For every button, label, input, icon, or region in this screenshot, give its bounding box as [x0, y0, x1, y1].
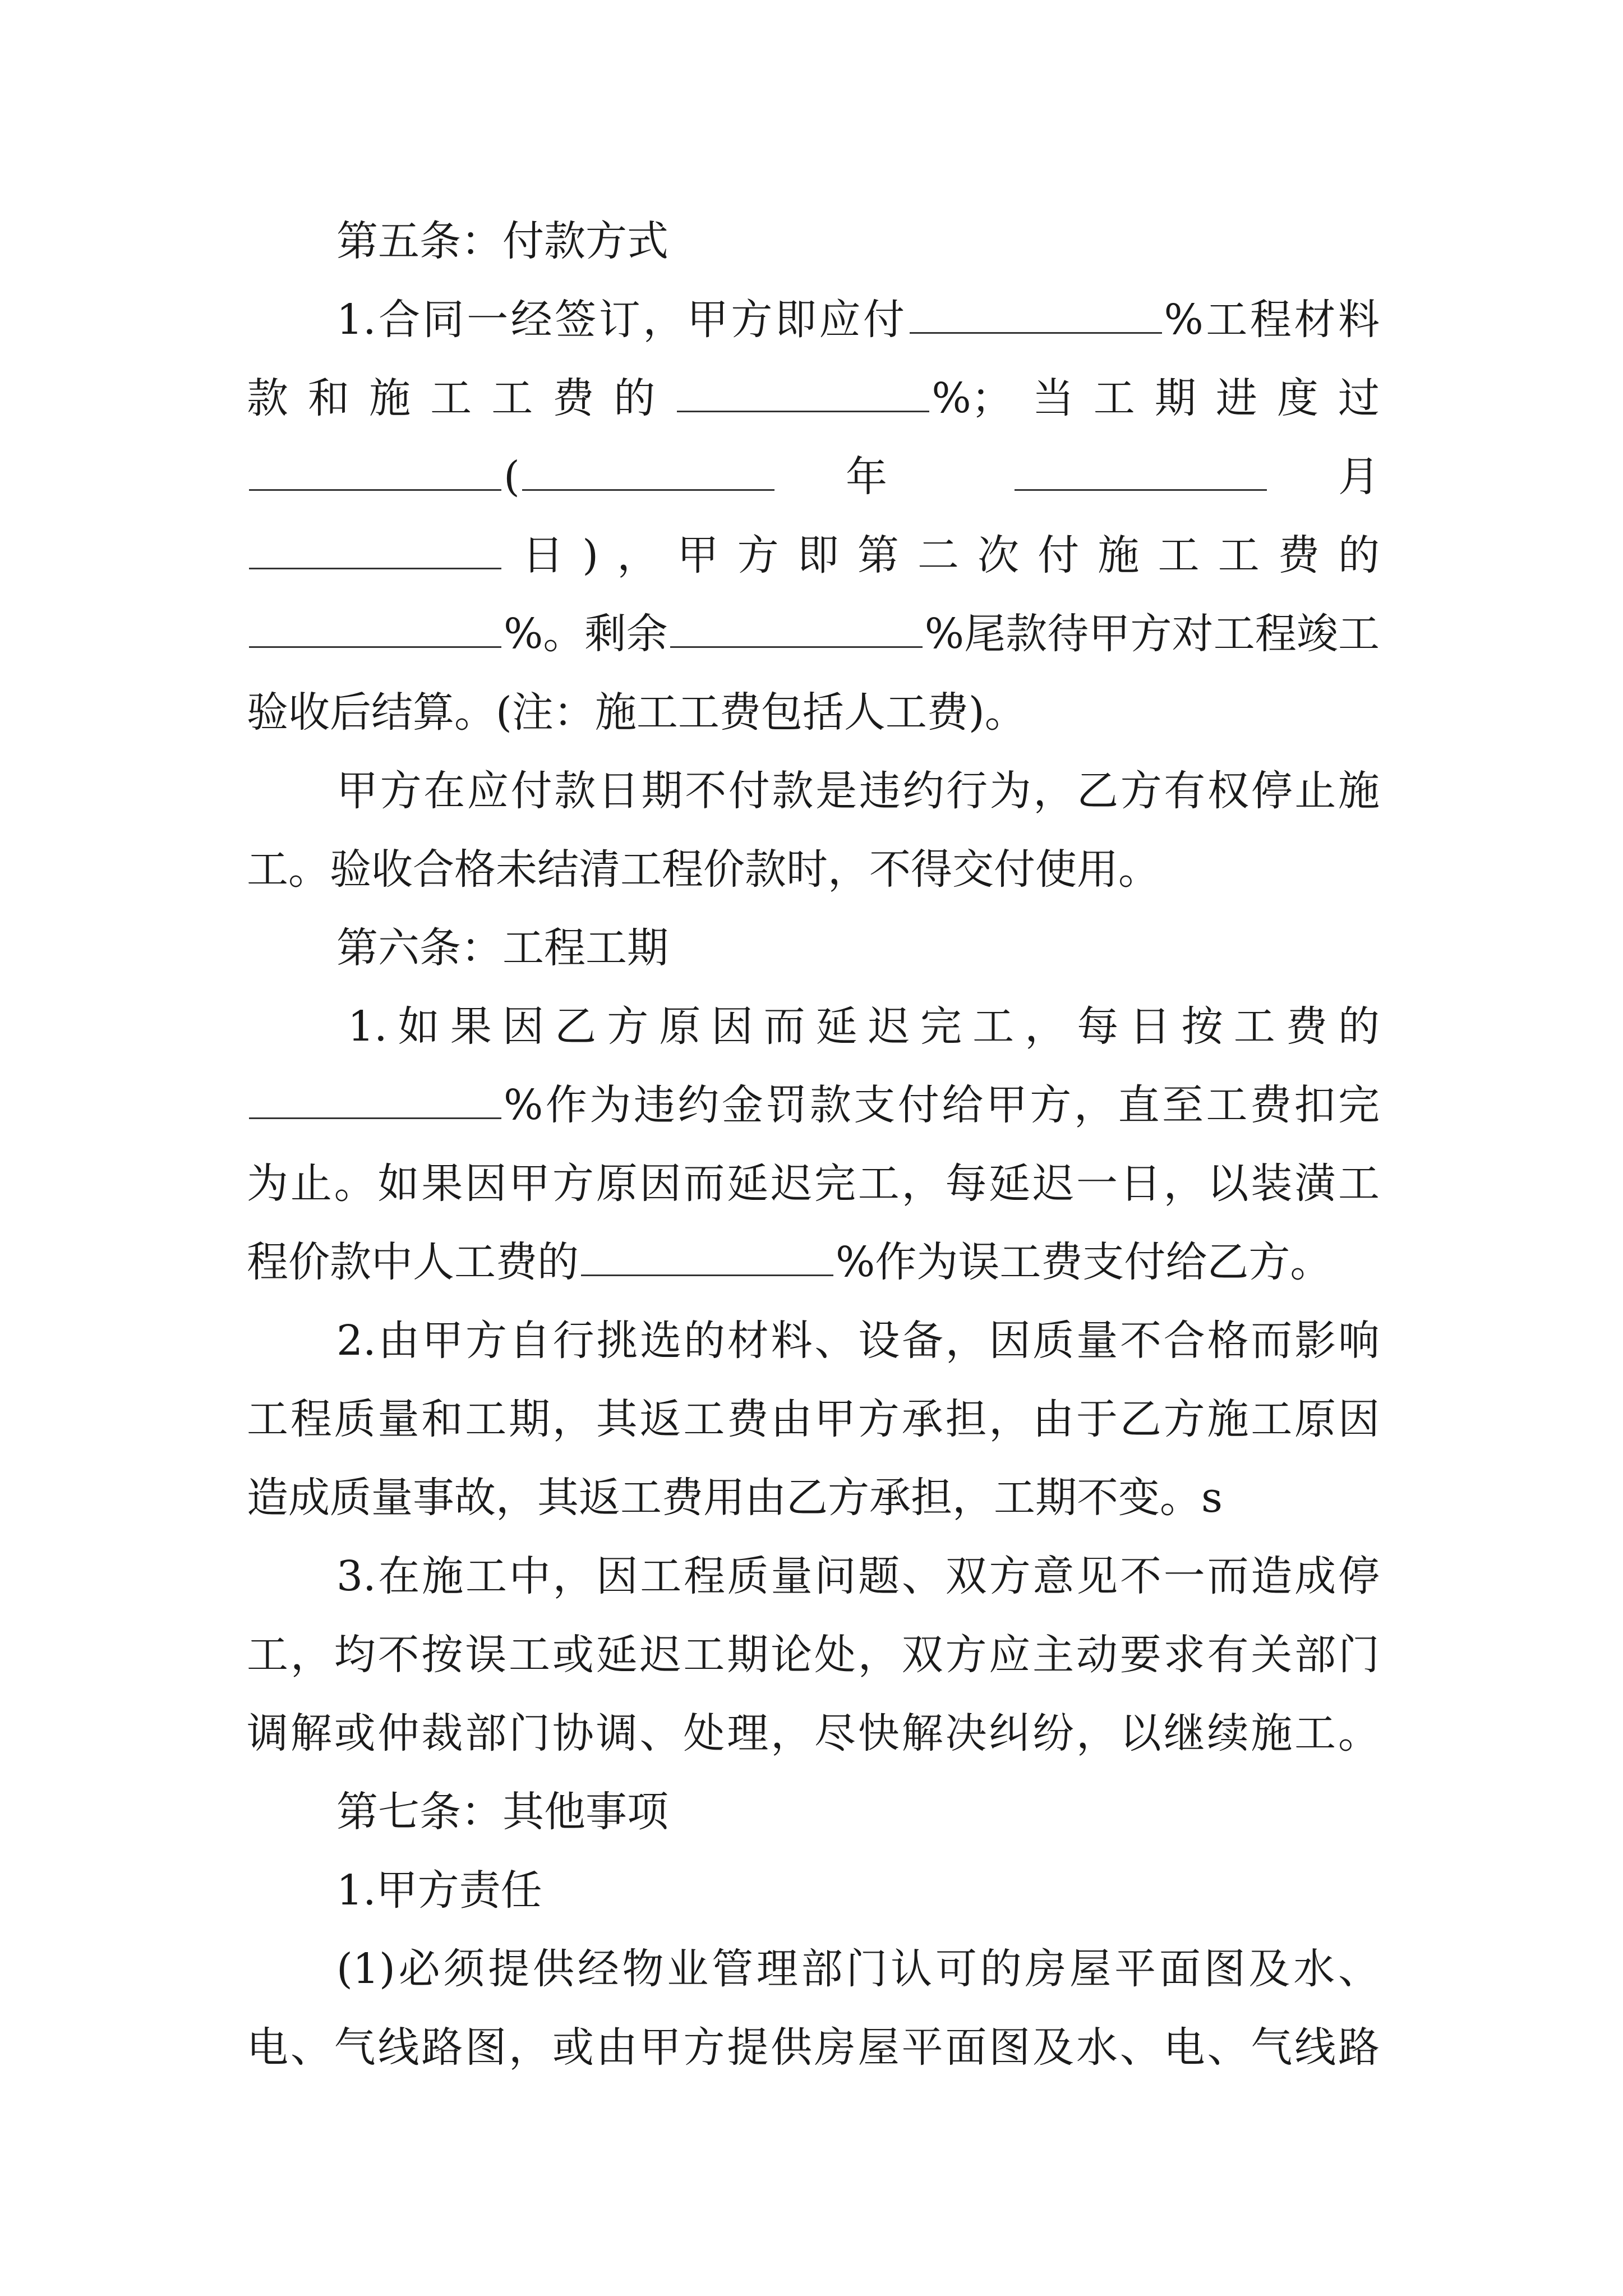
paragraph-line: %作为违约金罚款支付给甲方，直至工费扣完 [247, 1077, 1380, 1133]
fill-blank[interactable] [249, 534, 501, 569]
fill-blank[interactable] [249, 455, 501, 491]
paragraph-line: 电、气线路图，或由甲方提供房屋平面图及水、电、气线路 [247, 2023, 1380, 2072]
subsection-heading: 1.甲方责任 [336, 1866, 542, 1915]
paragraph-line: 日)，甲方即第二次付施工工费的 [247, 527, 1380, 583]
article-7-heading: 第七条：其他事项 [336, 1788, 668, 1836]
fill-blank[interactable] [249, 613, 501, 648]
paragraph-line: 造成质量事故，其返工费用由乙方承担，工期不变。s [247, 1474, 1223, 1522]
paragraph-line: ( 年 月 [247, 449, 1380, 505]
article-5-heading: 第五条：付款方式 [336, 217, 668, 265]
fill-blank[interactable] [910, 298, 1162, 334]
paragraph-line: 款和施工工费的 %；当工期进度过 [247, 374, 1380, 422]
paragraph-line: 1.如果因乙方原因而延迟完工，每日按工费的 [348, 1002, 1380, 1051]
paragraph-line: 甲方在应付款日期不付款是违约行为，乙方有权停止施 [336, 767, 1380, 815]
paragraph-line: 工程质量和工期，其返工费由甲方承担，由于乙方施工原因 [247, 1395, 1380, 1443]
fill-blank[interactable] [677, 377, 929, 412]
paragraph-line: 工。验收合格未结清工程价款时，不得交付使用。 [247, 845, 1160, 894]
fill-blank[interactable] [581, 1241, 833, 1276]
fill-blank[interactable] [670, 613, 923, 648]
paragraph-line: (1)必须提供经物业管理部门认可的房屋平面图及水、 [336, 1945, 1380, 1993]
paragraph-line: 1.合同一经签订，甲方即应付 %工程材料 [336, 296, 1380, 344]
fill-blank[interactable] [249, 1084, 501, 1119]
article-6-heading: 第六条：工程工期 [336, 924, 668, 972]
paragraph-line: 验收后结算。(注：施工工费包括人工费)。 [247, 688, 1026, 737]
paragraph-line: 工，均不按误工或延迟工期论处，双方应主动要求有关部门 [247, 1631, 1380, 1679]
paragraph-line: 为止。如果因甲方原因而延迟完工，每延迟一日，以装潢工 [247, 1159, 1380, 1208]
paragraph-line: 程价款中人工费的 %作为误工费支付给乙方。 [247, 1238, 1332, 1286]
paragraph-line: 2.由甲方自行挑选的材料、设备，因质量不合格而影响 [336, 1317, 1380, 1365]
paragraph-line: 3.在施工中，因工程质量问题、双方意见不一而造成停 [336, 1552, 1380, 1600]
paragraph-line: %。剩余 %尾款待甲方对工程竣工 [247, 606, 1380, 662]
fill-blank[interactable] [1015, 455, 1267, 491]
fill-blank[interactable] [522, 455, 774, 491]
paragraph-line: 调解或仲裁部门协调、处理，尽快解决纠纷，以继续施工。 [247, 1709, 1380, 1757]
